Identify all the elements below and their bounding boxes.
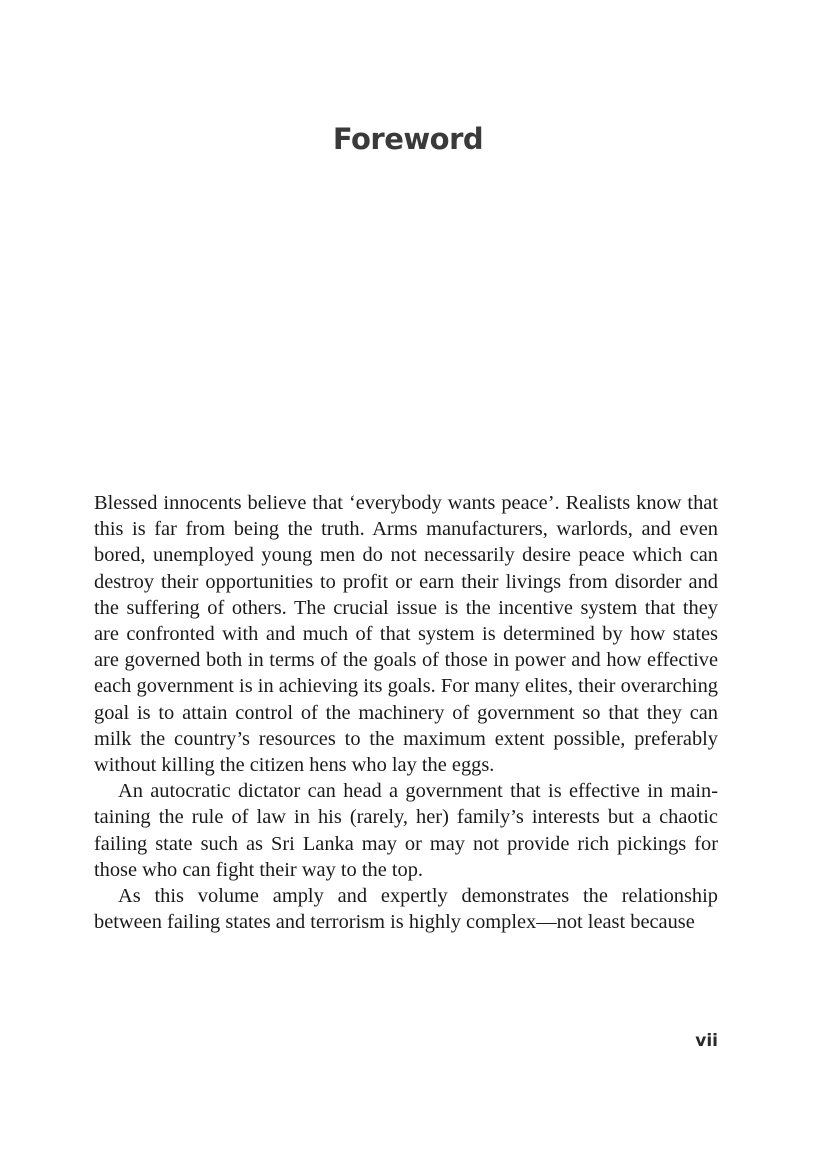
- paragraph-1: Blessed innocents believe that ‘everybody wants peace’. Realists know that this is far from being the truth. Arms manufacturers, warlords, and even bored, unemployed young men do not necessarily desire peace which can destroy their opportunities to profit or earn their livings from disorder and the suffering of others. The crucial issue is the incentive system that they are confronted with and much of that system is determined by how states are governed both in terms of the goals of those in power and how effective each government is in achieving its goals. For many elites, their overarching goal is to attain control of the machinery of government so that they can milk the country’s resources to the maximum extent possible, preferably without killing the citizen hens who lay the eggs.: [94, 492, 718, 777]
- foreword-body: [94, 490, 718, 935]
- paragraph-2: An autocratic dictator can head a government that is effective in maintaining the rule of law in his (rarely, her) family’s interests but a chaotic failing state such as Sri Lanka may or may not provide rich pickings for those who can fight their way to the top.: [94, 780, 718, 881]
- paragraph-3: As this volume amply and expertly demonstrates the relationship between failing states and terrorism is highly complex—not least because: [94, 885, 718, 934]
- page-number: vii: [695, 1031, 718, 1051]
- chapter-title: Foreword: [332, 122, 484, 156]
